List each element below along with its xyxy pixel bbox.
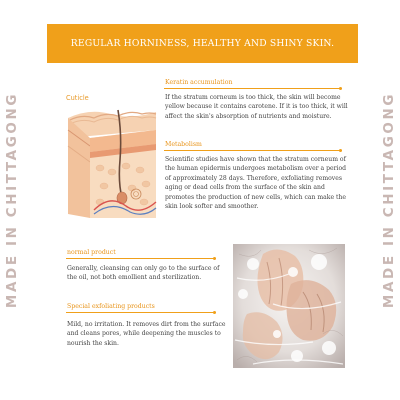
divider-keratin (164, 88, 342, 89)
cuticle-label: Cuticle (66, 94, 89, 102)
section-title-metabolism: Metabolism (165, 141, 202, 148)
section-title-special: Special exfoliating products (67, 303, 155, 310)
section-body-keratin: If the stratum corneum is too thick, the skin will become yellow because it contains carotene. If it is too thick, it will affect the skin's absorption of nutrients and moisture. (165, 94, 348, 120)
banner-title: REGULAR HORNINESS, HEALTHY AND SHINY SKIN. (70, 38, 335, 49)
watermark-text-left: MADE IN CHITTAGONG (4, 91, 20, 309)
watermark-right (378, 0, 400, 400)
section-body-special: Mild, no irritation. It removes dirt from the surface and cleans pores, while deepening the muscles to nourish the skin. (67, 321, 226, 347)
watermark-left (1, 0, 23, 400)
divider-normal (66, 258, 216, 259)
section-title-normal: normal product (67, 249, 116, 256)
header-banner (47, 24, 358, 63)
hands-foam-photo (233, 244, 345, 368)
section-title-keratin: Keratin accumulation (165, 79, 233, 86)
watermark-text-right: MADE IN CHITTAGONG (381, 91, 397, 309)
section-body-metabolism: Scientific studies have shown that the stratum corneum of the human epidermis undergoes metabolism over a period of approximately 28 days. Therefore, exfoliating removes aging or dead cells from the surface of the skin and promotes the production of new cells, which can make the skin look softer and smoother. (165, 156, 347, 211)
skin-cross-section-illustration (60, 90, 160, 222)
section-body-normal: Generally, cleansing can only go to the surface of the oil, not both emollient and sterilization. (67, 265, 220, 282)
divider-metabolism (164, 150, 342, 151)
divider-special (66, 312, 216, 313)
